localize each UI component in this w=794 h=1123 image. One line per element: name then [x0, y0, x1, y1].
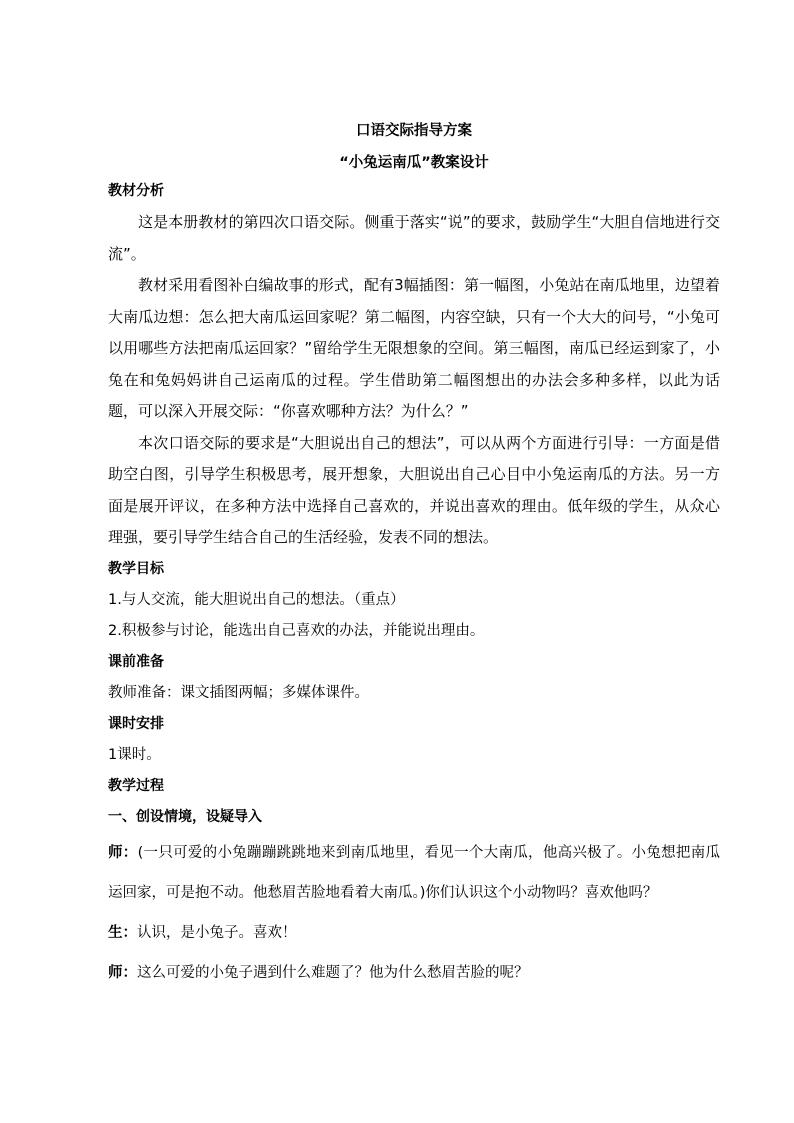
dialog-speaker-teacher: 师：	[108, 844, 138, 861]
prep-text: 教师准备：课文插图两幅；多媒体课件。	[108, 684, 369, 701]
document-title: 口语交际指导方案	[356, 123, 472, 139]
section-heading-process: 教学过程	[108, 777, 164, 794]
dialog-speaker-student: 生：	[108, 924, 137, 941]
goal-item-1: 1.与人交流，能大胆说出自己的想法。（重点）	[108, 591, 405, 608]
dialog-text: 这么可爱的小兔子遇到什么难题了？他为什么愁眉苦脸的呢？	[137, 964, 529, 981]
document-page	[108, 118, 720, 993]
dialog-speaker-teacher: 师：	[108, 964, 137, 981]
section-heading-schedule: 课时安排	[108, 715, 164, 732]
dialog-line-1	[108, 833, 720, 913]
dialog-text: 认识，是小兔子。喜欢！	[137, 924, 297, 941]
section-heading-analysis: 教材分析	[108, 183, 164, 199]
analysis-paragraph-2: 教材采用看图补白编故事的形式，配有3幅插图：第一幅图，小兔站在南瓜地里，边望着大南瓜边想：怎么把大南瓜运回家呢？第二幅图，内容空缺，只有一个大大的问号，“小兔可以用哪些方法把南瓜运回家？”留给学生无限想象的空间。第三幅图，南瓜已经运到家了，小兔在和兔妈妈讲自己运南瓜的过程。学生借助第二幅图想出的办法会多种多样，以此为话题，可以深入开展交际：“你喜欢哪种方法？为什么？”	[108, 276, 720, 420]
section-heading-goals: 教学目标	[108, 560, 164, 577]
analysis-paragraph-1: 这是本册教材的第四次口语交际。侧重于落实“说”的要求，鼓励学生“大胆自信地进行交流”。	[108, 213, 720, 263]
document-subtitle: “小兔运南瓜”教案设计	[339, 155, 489, 171]
step-1-heading: 一、创设情境，设疑导入	[108, 808, 262, 825]
dialog-text: (一只可爱的小兔蹦蹦跳跳地来到南瓜地里，看见一个大南瓜，他高兴极了。小兔想把南瓜运回家，可是抱不动。他愁眉苦脸地看着大南瓜。)你们认识这个小动物吗？喜欢他吗？	[108, 844, 720, 901]
schedule-text: 1课时。	[108, 746, 161, 763]
section-heading-prep: 课前准备	[108, 653, 164, 670]
dialog-line-2	[108, 913, 720, 953]
dialog-line-3	[108, 953, 720, 993]
goal-item-2: 2.积极参与讨论，能选出自己喜欢的办法，并能说出理由。	[108, 622, 485, 639]
analysis-paragraph-3: 本次口语交际的要求是“大胆说出自己的想法”，可以从两个方面进行引导：一方面是借助空白图，引导学生积极思考，展开想象，大胆说出自己心目中小兔运南瓜的方法。另一方面是展开评议，在多种方法中选择自己喜欢的，并说出喜欢的理由。低年级的学生，从众心理强，要引导学生结合自己的生活经验，发表不同的想法。	[108, 433, 720, 546]
